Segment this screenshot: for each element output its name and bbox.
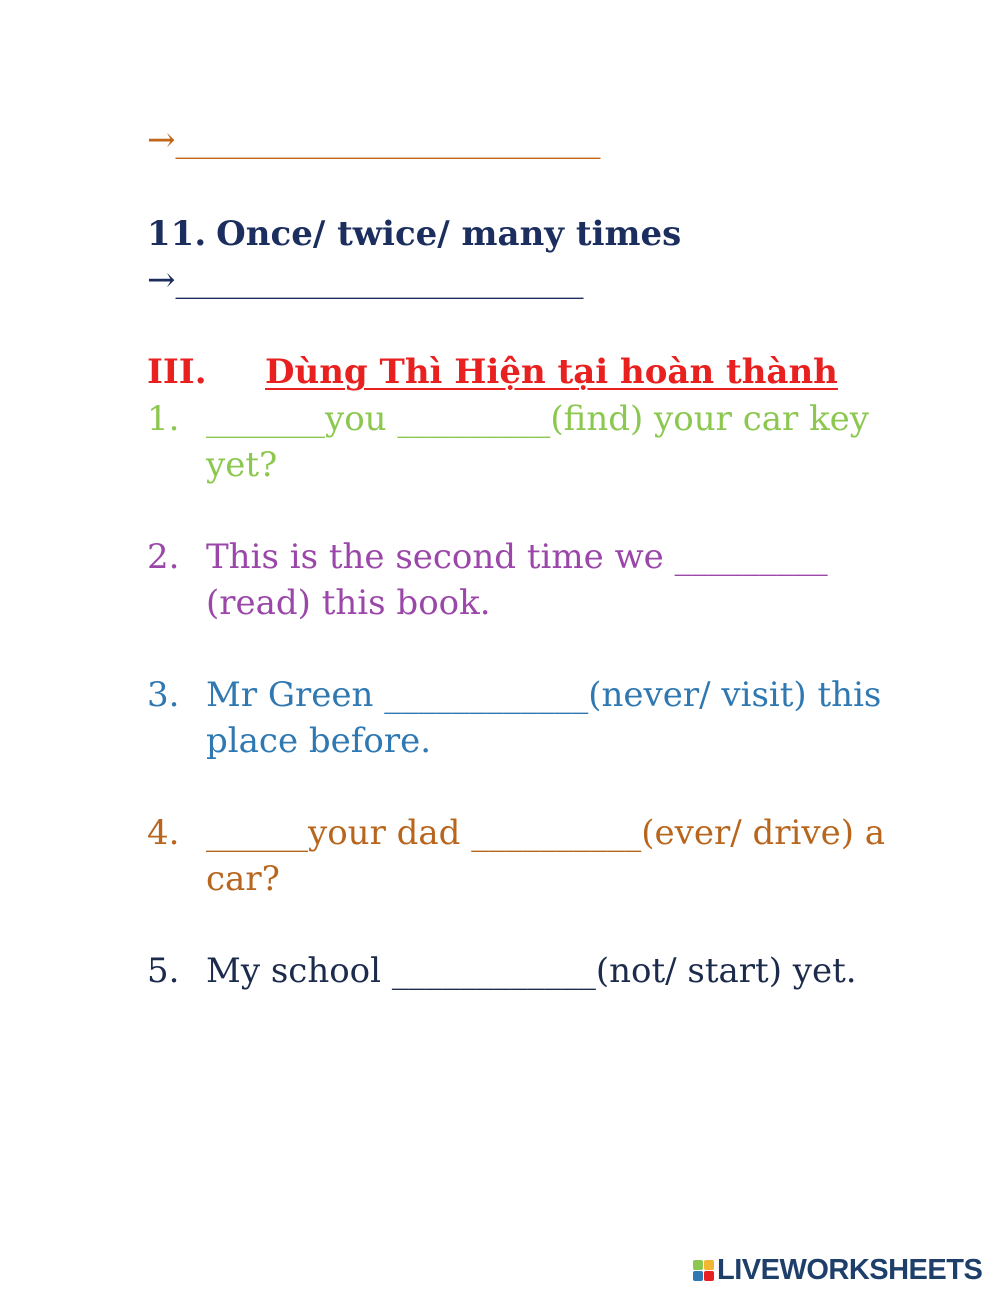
item-11 [147,212,681,256]
answer-blank[interactable]: _________________________ [175,120,601,160]
answer-line-11 [147,260,584,300]
item-11-text: Once/ twice/ many times [216,214,682,254]
item-11-number: 11. [147,214,207,254]
answer-line-10 [147,120,601,160]
arrow-icon: → [147,260,176,300]
question-5-number: 5. [147,951,180,991]
question-2-text[interactable]: This is the second time we _________ (read) this book. [206,537,828,623]
question-4-text[interactable]: ______your dad __________(ever/ drive) a car? [206,813,886,899]
question-4-number: 4. [147,813,180,853]
question-2-number: 2. [147,537,180,577]
logo-tiles-icon [693,1260,714,1281]
logo-text: LIVEWORKSHEETS [717,1254,983,1286]
section-number: III. [147,352,207,392]
answer-blank[interactable]: ________________________ [175,260,584,300]
question-3-number: 3. [147,675,180,715]
arrow-icon: → [147,120,176,160]
question-5-text[interactable]: My school ____________(not/ start) yet. [206,951,857,991]
liveworksheets-logo [693,1254,982,1287]
section-title: Dùng Thì Hiện tại hoàn thành [265,352,838,392]
question-1-text[interactable]: _______you _________(find) your car key yet? [206,399,869,485]
question-3-text[interactable]: Mr Green ____________(never/ visit) this place before. [206,675,882,761]
question-1-number: 1. [147,399,180,439]
